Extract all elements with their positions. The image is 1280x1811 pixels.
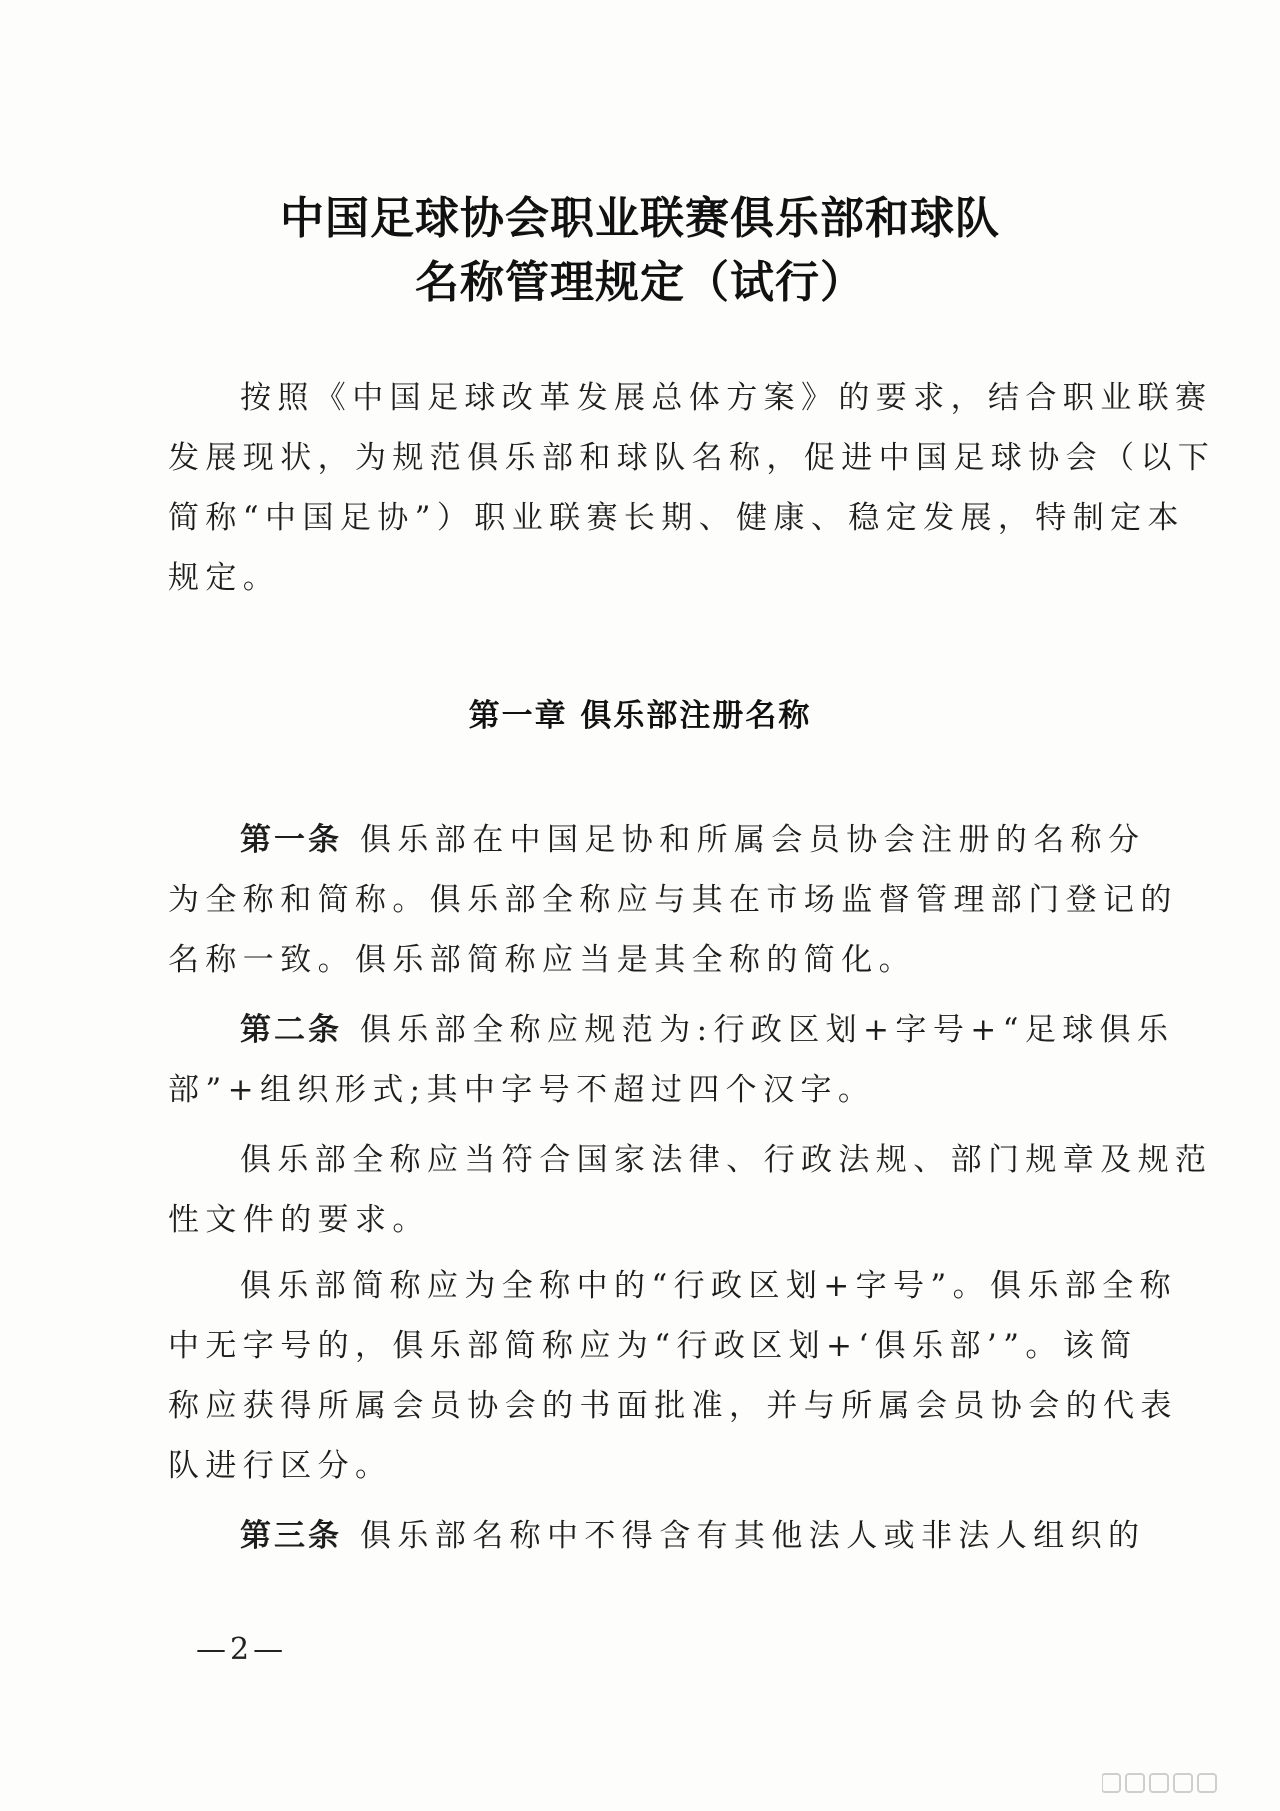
article-1: [168, 810, 1178, 990]
para-b-line-4: 队进行区分。: [168, 1448, 393, 1484]
paragraph-short-name: [168, 1256, 1178, 1496]
chapter-1-heading: 第一章 俱乐部注册名称: [468, 698, 812, 734]
article-1-line-2: 为全称和简称。俱乐部全称应与其在市场监督管理部门登记的: [168, 882, 1178, 918]
article-1-line-1: 第一条 俱乐部在中国足协和所属会员协会注册的名称分: [240, 822, 1146, 858]
intro-line-3: 简称“中国足协”）职业联赛长期、健康、稳定发展，特制定本: [168, 500, 1185, 536]
watermark-logo: [1102, 1768, 1252, 1804]
para-b-line-3: 称应获得所属会员协会的书面批准，并与所属会员协会的代表: [168, 1388, 1178, 1424]
para-b-line-2: 中无字号的，俱乐部简称应为“行政区划+‘俱乐部’”。该简: [168, 1328, 1138, 1364]
article-3-line-1: 第三条 俱乐部名称中不得含有其他法人或非法人组织的: [240, 1518, 1146, 1554]
document-title-line-1: 中国足球协会职业联赛俱乐部和球队: [280, 193, 1000, 244]
article-3: [168, 1506, 1146, 1566]
intro-line-4: 规定。: [168, 560, 281, 596]
paragraph-full-name-requirements: [168, 1130, 1213, 1250]
para-a-line-2: 性文件的要求。: [168, 1202, 430, 1238]
intro-line-2: 发展现状，为规范俱乐部和球队名称，促进中国足球协会（以下: [168, 440, 1216, 476]
para-a-line-1: 俱乐部全称应当符合国家法律、行政法规、部门规章及规范: [240, 1142, 1213, 1178]
article-1-label: 第一条: [240, 822, 342, 858]
article-2-line-1: 第二条 俱乐部全称应规范为:行政区划+字号+“足球俱乐: [240, 1012, 1175, 1048]
para-b-line-1: 俱乐部简称应为全称中的“行政区划+字号”。俱乐部全称: [240, 1268, 1178, 1304]
article-2-label: 第二条: [240, 1012, 342, 1048]
page-number: —2—: [196, 1632, 288, 1667]
document-title-line-2: 名称管理规定（试行）: [415, 257, 865, 308]
watermark-icon: [1102, 1768, 1252, 1798]
intro-line-1: 按照《中国足球改革发展总体方案》的要求，结合职业联赛: [240, 380, 1213, 416]
article-3-label: 第三条: [240, 1518, 342, 1554]
intro-paragraph: [168, 368, 1216, 608]
article-1-line-3: 名称一致。俱乐部简称应当是其全称的简化。: [168, 942, 916, 978]
article-2: [168, 1000, 1175, 1120]
article-2-line-2: 部”+组织形式;其中字号不超过四个汉字。: [168, 1072, 876, 1108]
